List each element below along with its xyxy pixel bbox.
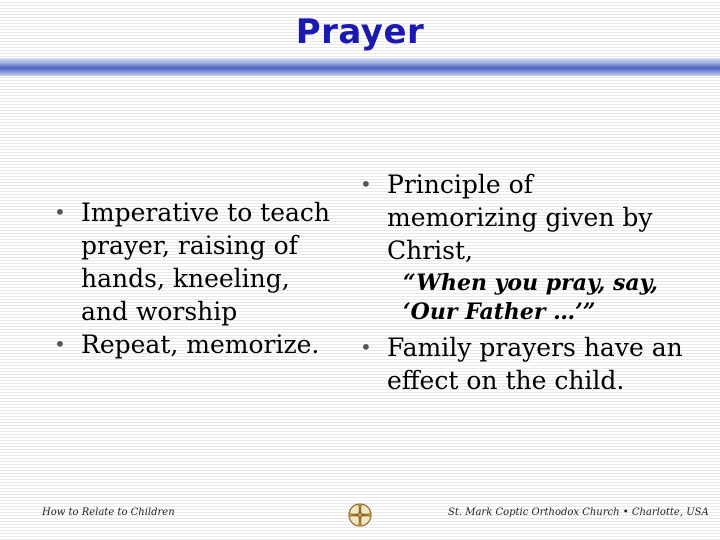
right-column (358, 168, 688, 397)
bullet-dot: • (54, 200, 66, 224)
left-bullet-1 (52, 196, 342, 328)
right-bullet-2 (358, 331, 688, 397)
bullet-text: Repeat, memorize. (81, 330, 320, 359)
footer-right-text: St. Mark Coptic Orthodox Church • Charlotte, USA (448, 507, 709, 518)
bullet-dot: • (360, 172, 372, 196)
bullet-text: Family prayers have an effect on the child. (387, 333, 683, 395)
scripture-quote: “When you pray, say, ‘Our Father …’” (403, 270, 658, 325)
bullet-text: Principle of memorizing given by Christ, (387, 170, 653, 265)
left-column (52, 196, 342, 361)
slide-title: Prayer (295, 12, 425, 52)
bullet-text: Imperative to teach prayer, raising of hands, kneeling, and worship (81, 198, 331, 326)
coptic-cross-emblem-icon (346, 502, 374, 528)
footer-left-text: How to Relate to Children (42, 507, 175, 518)
bullet-dot: • (54, 332, 66, 356)
left-bullet-2 (52, 328, 342, 361)
right-bullet-1 (358, 168, 688, 267)
bullet-dot: • (360, 335, 372, 359)
title-underline-bar (0, 58, 720, 76)
